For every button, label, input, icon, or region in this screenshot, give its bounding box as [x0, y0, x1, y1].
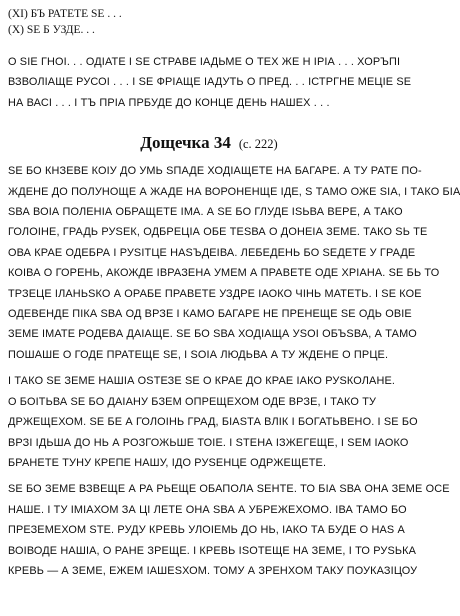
text-line: ЅВА ВОІА ПОЛЕНІА ОБРАЩЕТЕ ІМА. А ЅЕ БО ГЛУДЕ ІЅЬВА ВЕРЕ, А ТАКО [8, 206, 403, 219]
text-line: ДРЖЕЩЕХОМ. ЅЕ БЕ А ГОЛОІНЬ ГРАД, БІАЅТА ВЛІК І БОГАТЬВЕНО. І ЅЕ БО [8, 416, 418, 429]
text-line: ОДЕВЕНДЕ ПІКА ЅВА ОД ВРЗЕ І КАМО БАГАРЕ НЕ ПРЕНЕЩЕ ЅЕ ОДЬ ОВІЕ [8, 308, 412, 321]
text-line: ЅЕ БО ЗЕМЕ ВЗВЕЩЕ А РА РЬЕЩЕ ОБАПОЛА ЅЕНТЕ. ТО БІА ЅВА ОНА ЗЕМЕ ОСЕ [8, 483, 450, 496]
text-line: ВЗВОЛІАЩЕ РУСОІ . . . І ЅЕ ФРІАЩЕ ІАДУТЬ О ПРЕД. . . ІСТРГНЕ МЕЦІЕ ЅЕ [8, 76, 412, 89]
text-line: ЗЕМЕ ІМАТЕ РОДЕВА ДАІАЩЕ. ЅЕ БО ЅВА ХОДІАЩА УЅОІ ОБЪЅВА, А ТАМО [8, 328, 417, 341]
body-paragraph-1 [8, 161, 460, 365]
heading-title: Дощечка 34 [140, 133, 231, 153]
text-line: ПРЕЗЕМЕХОМ ЅТЕ. РУДУ КРЕВЬ УЛОІЕМЬ ДО НЬ, ІАКО ТА БУДЕ О НАЅ А [8, 524, 405, 537]
text-line: НАШЕ. І ТУ ІМІАХОМ ЗА ЦІ ЛЕТЕ ОНА ЅВА А УБРЕЖЕХОМО. ІВА ТАМО БО [8, 503, 407, 516]
section-heading [8, 133, 410, 153]
intro-paragraph [8, 52, 410, 113]
text-line: ВРЗІ ІДЬША ДО НЬ А РОЗГОЖЬШЕ ТОІЕ. І ЅТЕНА ІЗЖЕГЕЩЕ, І ЅЕМ ІАОКО [8, 436, 409, 449]
text-line: ПОШАШЕ О ГОДЕ ПРАТЕЩЕ ЅЕ, І ЅОІА ЛЮДЬВА А ТУ ЖДЕНЕ О ПРЦЕ. [8, 348, 389, 361]
text-line: НА ВАСІ . . . І ТЪ ПРІА ПРБУДЕ ДО КОНЦЕ ДЕНЬ НАШЕХ . . . [8, 96, 330, 109]
text-line: ЖДЕНЕ ДО ПОЛУНОЩЕ А ЖАДЕ НА ВОРОНЕНЩЕ ІДЕ, Ѕ ТАМО ОЖЕ ЅІА, І ТАКО БІА [8, 185, 460, 198]
text-line: О ЅІЕ ГНОІ. . . ОДІАТЕ І ЅЕ СТРАВЕ ІАДЬМЕ О ТЕХ ЖЕ Н ІРІА . . . ХОРЪПІ [8, 56, 401, 68]
text-line: КРЕВЬ — А ЗЕМЕ, ЕЖЕМ ІАШЕЅХОМ. ТОМУ А ЗРЕНХОМ ТАКУ ПОУКАЗІЦОУ [8, 564, 418, 577]
body-paragraph-2 [8, 371, 418, 473]
text-line: І ТАКО ЅЕ ЗЕМЕ НАШІА ОЅТЕЗЕ ЅЕ О КРАЕ ДО КРАЕ ІАКО РУЅКОЛАНЕ. [8, 375, 396, 388]
reference-line-x: (X) ЅЕ Б УЗДЕ. . . [8, 24, 95, 36]
text-line: БРАНЕТЕ ТУНУ КРЕПЕ НАШУ, ІДО РУЅЕНЦЕ ОДРЖЕЩЕТЕ. [8, 456, 327, 469]
body-paragraph-3 [8, 479, 450, 581]
text-line: О БОІТЬВА ЅЕ БО ДАІАНУ БЗЕМ ОПРЕЩЕХОМ ОДЕ ВРЗЕ, І ТАКО ТУ [8, 395, 377, 408]
heading-page-reference: (с. 222) [238, 137, 278, 152]
text-line: ГОЛОІНЕ, ГРАДЬ РУЅЕК, ОДБРЕЦІА ОБЕ ТЕЅВА О ДОНЕІА ЗЕМЕ. ТАКО ЅЬ ТЕ [8, 226, 428, 239]
reference-line-xi: (XI) БЪ РАТЕТЕ ЅЕ . . . [8, 8, 122, 20]
text-line: ВОІВОДЕ НАШІА, О РАНЕ ЗРЕЩЕ. І КРЕВЬ ІЅОТЕЩЕ НА ЗЕМЕ, І ТО РУЅЬКА [8, 544, 417, 557]
text-line: ЅЕ БО КНЗЕВЕ КОІУ ДО УМЬ ЅПАДЕ ХОДІАЩЕТЕ НА БАГАРЕ. А ТУ РАТЕ ПО- [8, 165, 422, 178]
text-line: КОІВА О ГОРЕНЬ, АКОЖДЕ ІВРАЗЕНА УМЕМ А ПРАВЕТЕ ОДЕ ХРІАНА. ЅЕ БЬ ТО [8, 267, 440, 280]
text-line: ТРЗЕЦЕ ІЛАНЬЅКО А ОРАБЕ ПРАВЕТЕ УЗДРЕ ІАОКО ЧІНЬ МАТЕТЬ. І ЅЕ КОЕ [8, 287, 422, 300]
text-line: ОВА КРАЕ ОДЕБРА І РУЅІТЦЕ НАЅЪДЕІВА. ЛЕБЕДЕНЬ БО ЅЕДЕТЕ У ГРАДЕ [8, 246, 416, 259]
